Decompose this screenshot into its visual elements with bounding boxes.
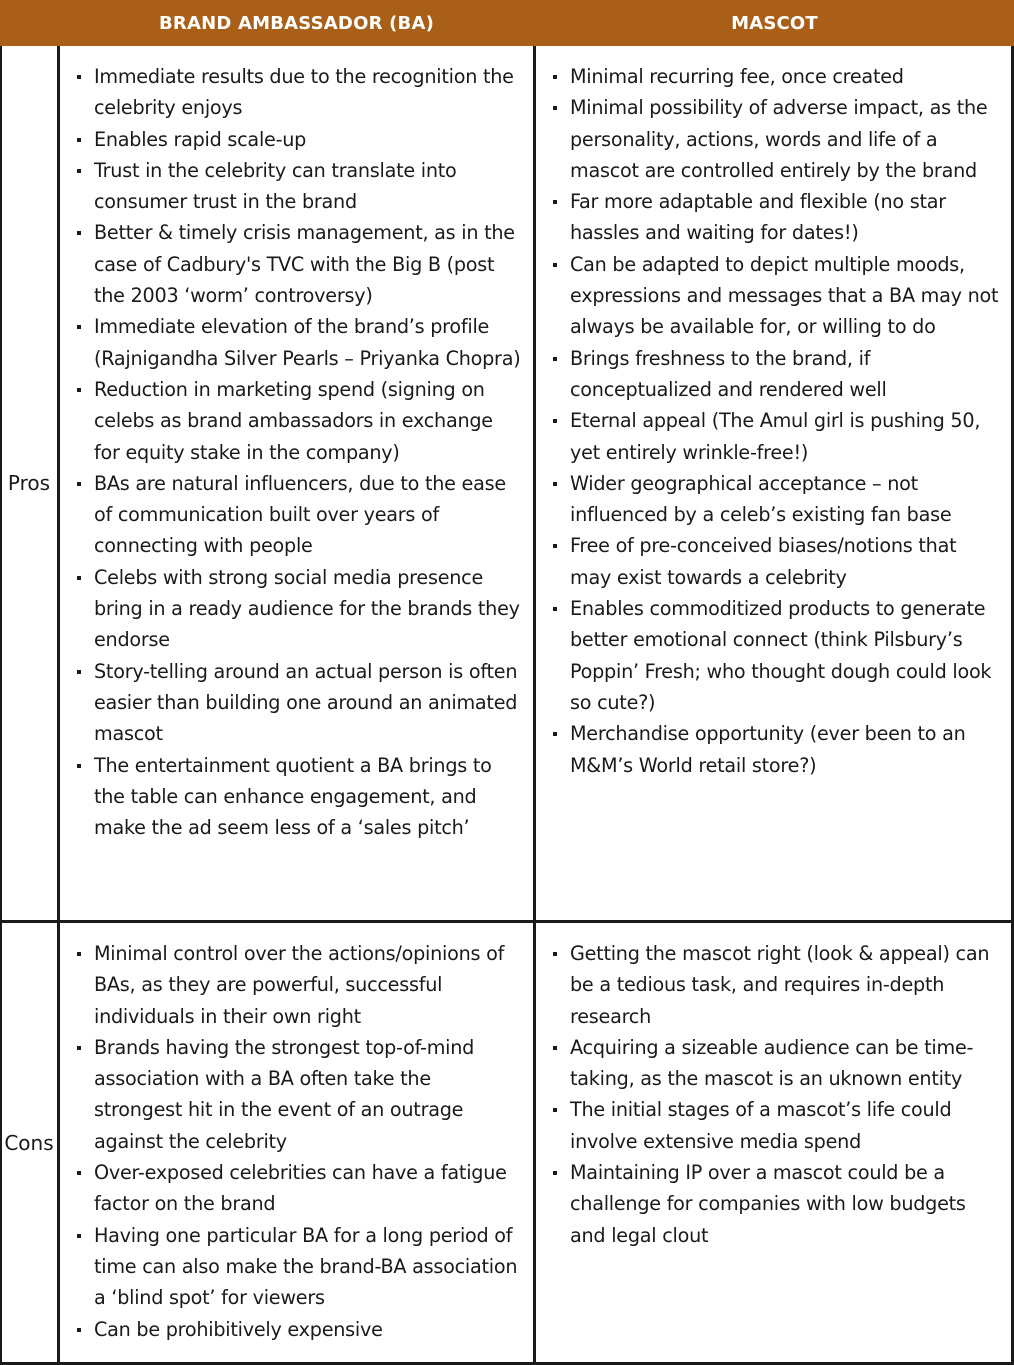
pros-ba-item: The entertainment quotient a BA brings to the table can enhance engagement, and make the ad seem less of a ‘sales pitch’ bbox=[72, 750, 522, 844]
cons-mascot-list bbox=[548, 938, 1003, 1251]
header-brand-ambassador: BRAND AMBASSADOR (BA) bbox=[159, 12, 434, 34]
pros-mascot-item: Can be adapted to depict multiple moods, expressions and messages that a BA may not always be available for, or willing to do bbox=[548, 249, 1003, 343]
grid-line-row-divider bbox=[0, 920, 1014, 923]
pros-ba-item: Celebs with strong social media presence bring in a ready audience for the brands they endorse bbox=[72, 562, 522, 656]
cons-ba-item: Minimal control over the actions/opinions of BAs, as they are powerful, successful individuals in their own right bbox=[72, 938, 522, 1032]
cons-ba-cell bbox=[72, 938, 522, 1345]
pros-ba-item: Immediate elevation of the brand’s profile (Rajnigandha Silver Pearls – Priyanka Chopra) bbox=[72, 311, 522, 374]
pros-ba-item: Reduction in marketing spend (signing on celebs as brand ambassadors in exchange for equity stake in the company) bbox=[72, 374, 522, 468]
row-label-cons: Cons bbox=[4, 1130, 54, 1155]
pros-mascot-item: Brings freshness to the brand, if conceptualized and rendered well bbox=[548, 343, 1003, 406]
pros-ba-item: Story-telling around an actual person is often easier than building one around an animated mascot bbox=[72, 656, 522, 750]
grid-line-middle-divider bbox=[533, 46, 536, 1365]
pros-ba-list bbox=[72, 61, 522, 843]
pros-mascot-list bbox=[548, 61, 1003, 781]
pros-ba-item: BAs are natural influencers, due to the ease of communication built over years of connecting with people bbox=[72, 468, 522, 562]
pros-mascot-item: Far more adaptable and flexible (no star hassles and waiting for dates!) bbox=[548, 186, 1003, 249]
cons-ba-list bbox=[72, 938, 522, 1345]
row-label-pros: Pros bbox=[7, 471, 51, 495]
pros-ba-item: Trust in the celebrity can translate into consumer trust in the brand bbox=[72, 155, 522, 218]
cons-mascot-item: Getting the mascot right (look & appeal) can be a tedious task, and requires in-depth research bbox=[548, 938, 1003, 1032]
cons-ba-item: Over-exposed celebrities can have a fatigue factor on the brand bbox=[72, 1157, 522, 1220]
pros-ba-cell bbox=[72, 61, 522, 843]
cons-ba-item: Brands having the strongest top-of-mind association with a BA often take the strongest hit in the event of an outrage against the celebrity bbox=[72, 1032, 522, 1157]
cons-mascot-item: Acquiring a sizeable audience can be time-taking, as the mascot is an uknown entity bbox=[548, 1032, 1003, 1095]
pros-mascot-item: Eternal appeal (The Amul girl is pushing 50, yet entirely wrinkle-free!) bbox=[548, 405, 1003, 468]
header-mascot: MASCOT bbox=[731, 12, 818, 34]
pros-mascot-item: Free of pre-conceived biases/notions that may exist towards a celebrity bbox=[548, 530, 1003, 593]
pros-mascot-item: Minimal possibility of adverse impact, as the personality, actions, words and life of a mascot are controlled entirely by the brand bbox=[548, 92, 1003, 186]
pros-mascot-item: Merchandise opportunity (ever been to an M&M’s World retail store?) bbox=[548, 718, 1003, 781]
table-header bbox=[0, 0, 1014, 46]
cons-ba-item: Can be prohibitively expensive bbox=[72, 1314, 522, 1345]
cons-mascot-item: Maintaining IP over a mascot could be a challenge for companies with low budgets and legal clout bbox=[548, 1157, 1003, 1251]
cons-mascot-item: The initial stages of a mascot’s life could involve extensive media spend bbox=[548, 1094, 1003, 1157]
cons-mascot-cell bbox=[548, 938, 1003, 1251]
cons-ba-item: Having one particular BA for a long period of time can also make the brand-BA association a ‘blind spot’ for viewers bbox=[72, 1220, 522, 1314]
pros-mascot-item: Minimal recurring fee, once created bbox=[548, 61, 1003, 92]
pros-ba-item: Enables rapid scale-up bbox=[72, 124, 522, 155]
pros-mascot-item: Wider geographical acceptance – not influenced by a celeb’s existing fan base bbox=[548, 468, 1003, 531]
pros-ba-item: Better & timely crisis management, as in the case of Cadbury's TVC with the Big B (post the 2003 ‘worm’ controversy) bbox=[72, 217, 522, 311]
pros-mascot-cell bbox=[548, 61, 1003, 781]
pros-ba-item: Immediate results due to the recognition the celebrity enjoys bbox=[72, 61, 522, 124]
pros-mascot-item: Enables commoditized products to generate better emotional connect (think Pilsbury’s Poppin’ Fresh; who thought dough could look so cute?) bbox=[548, 593, 1003, 718]
